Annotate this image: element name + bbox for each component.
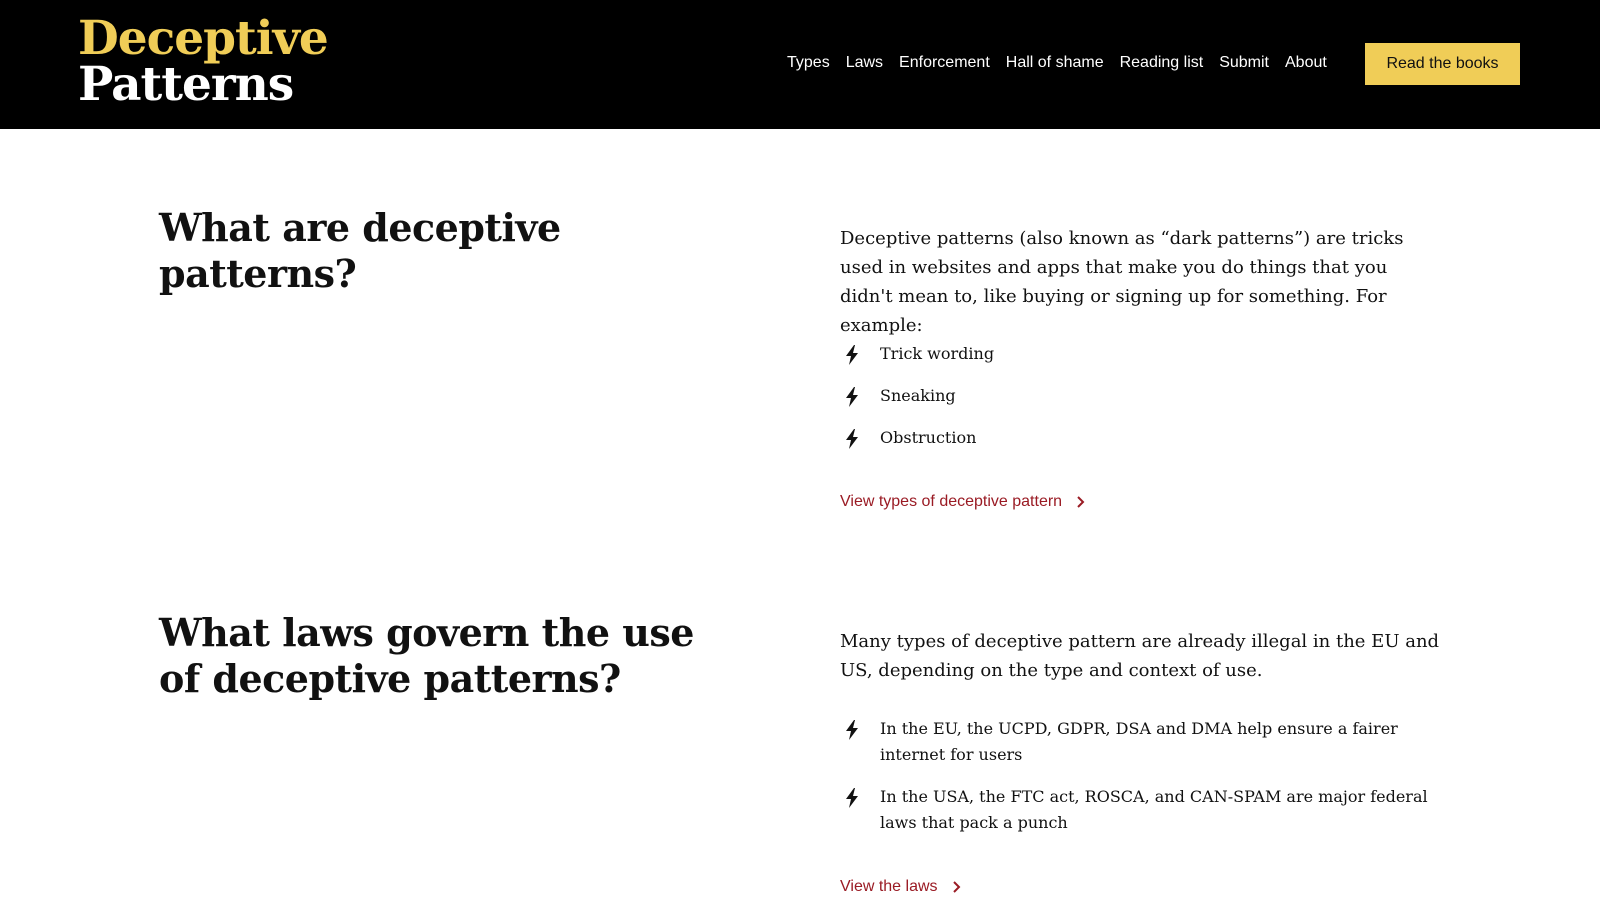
- nav-reading-list[interactable]: Reading list: [1119, 54, 1204, 71]
- lightning-bolt-icon: [844, 387, 860, 407]
- section-title-laws: What laws govern the use of deceptive patterns?: [159, 610, 694, 701]
- laws-list: [840, 716, 1430, 852]
- nav-enforcement[interactable]: Enforcement: [899, 54, 990, 71]
- examples-list: [840, 341, 1430, 467]
- read-the-books-button[interactable]: Read the books: [1365, 43, 1520, 85]
- list-item: [840, 341, 1430, 367]
- section-title-what-are: What are deceptive patterns?: [159, 205, 561, 296]
- link-label: View the laws: [840, 878, 938, 895]
- list-item-text: Trick wording: [880, 344, 995, 363]
- list-item-text: In the USA, the FTC act, ROSCA, and CAN-SPAM are major federal laws that pack a punch: [880, 787, 1428, 832]
- site-logo[interactable]: [78, 11, 328, 112]
- nav-submit[interactable]: Submit: [1219, 54, 1269, 71]
- site-header: [0, 0, 1600, 129]
- list-item: [840, 716, 1430, 768]
- list-item: [840, 784, 1430, 836]
- chevron-right-icon: [952, 881, 961, 893]
- logo-line-2: Patterns: [78, 57, 294, 112]
- nav-laws[interactable]: Laws: [845, 54, 884, 71]
- nav-hall-of-shame[interactable]: Hall of shame: [1005, 54, 1104, 71]
- logo-line-1: Deceptive: [78, 11, 328, 66]
- view-laws-link[interactable]: [840, 878, 961, 896]
- list-item-text: Obstruction: [880, 428, 977, 447]
- nav-types[interactable]: Types: [787, 54, 830, 71]
- list-item-text: Sneaking: [880, 386, 956, 405]
- view-types-link[interactable]: [840, 493, 1085, 511]
- chevron-right-icon: [1076, 496, 1085, 508]
- list-item-text: In the EU, the UCPD, GDPR, DSA and DMA help ensure a fairer internet for users: [880, 719, 1398, 764]
- nav-about[interactable]: About: [1285, 54, 1327, 71]
- lightning-bolt-icon: [844, 788, 860, 808]
- main-nav: [787, 52, 1343, 74]
- lightning-bolt-icon: [844, 720, 860, 740]
- lightning-bolt-icon: [844, 345, 860, 365]
- list-item: [840, 383, 1430, 409]
- list-item: [840, 425, 1430, 451]
- lightning-bolt-icon: [844, 429, 860, 449]
- section-intro-laws: Many types of deceptive pattern are already illegal in the EU and US, depending on the type and context of use.: [840, 631, 1440, 681]
- link-label: View types of deceptive pattern: [840, 493, 1063, 510]
- section-intro-what-are: Deceptive patterns (also known as “dark patterns”) are tricks used in websites and apps that make you do things that you didn't mean to, like buying or signing up for something. For example:: [840, 228, 1404, 336]
